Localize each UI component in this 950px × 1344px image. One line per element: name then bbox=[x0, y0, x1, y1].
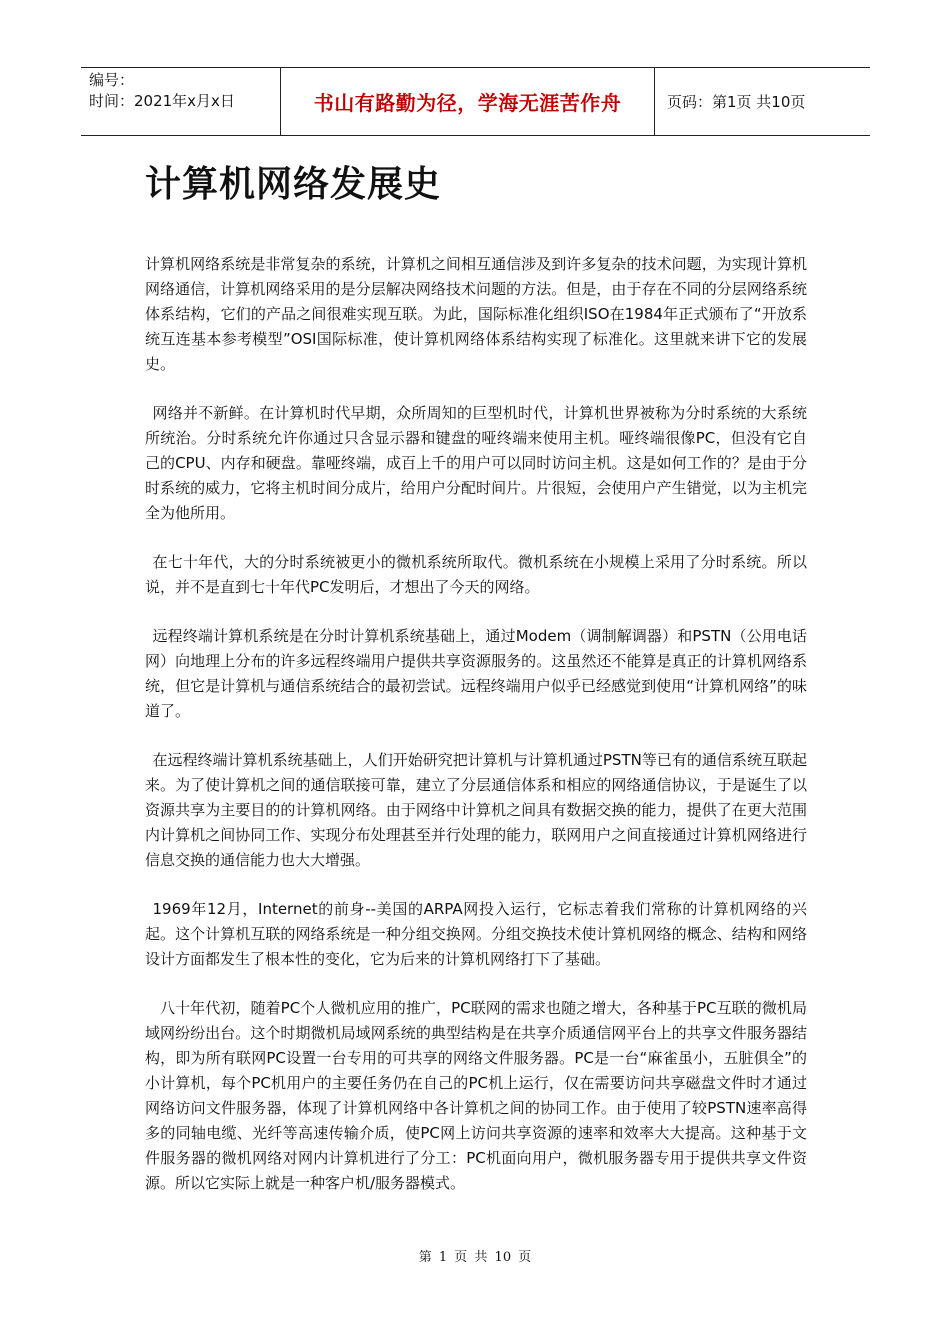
header-motto: 书山有路勤为径，学海无涯苦作舟 bbox=[281, 68, 655, 135]
paragraph: 远程终端计算机系统是在分时计算机系统基础上，通过Modem（调制解调器）和PSTN（公用电话网）向地理上分布的许多远程终端用户提供共享资源服务的。这虽然还不能算是真正的计算机网络系统，但它是计算机与通信系统结合的最初尝试。远程终端用户似乎已经感觉到使用“计算机网络”的味道了。 bbox=[145, 627, 807, 720]
header-page-info: 页码：第1页 共10页 bbox=[667, 93, 806, 111]
document-time: 时间：2021年x月x日 bbox=[89, 92, 235, 110]
paragraph: 1969年12月，Internet的前身--美国的ARPA网投入运行，它标志着我们常称的计算机网络的兴起。这个计算机互联的网络系统是一种分组交换网。分组交换技术使计算机网络的概念、结构和网络设计方面都发生了根本性的变化，它为后来的计算机网络打下了基础。 bbox=[145, 900, 807, 968]
document-body bbox=[145, 252, 807, 1220]
page-header bbox=[81, 67, 870, 136]
document-number-label: 编号： bbox=[89, 71, 135, 89]
paragraph: 八十年代初，随着PC个人微机应用的推广，PC联网的需求也随之增大，各种基于PC互联的微机局域网纷纷出台。这个时期微机局域网系统的典型结构是在共享介质通信网平台上的共享文件服务器结构，即为所有联网PC设置一台专用的可共享的网络文件服务器。PC是一台“麻雀虽小，五脏俱全”的小计算机，每个PC机用户的主要任务仍在自己的PC机上运行，仅在需要访问共享磁盘文件时才通过网络访问文件服务器，体现了计算机网络中各计算机之间的协同工作。由于使用了较PSTN速率高得多的同轴电缆、光纤等高速传输介质，使PC网上访问共享资源的速率和效率大大提高。这种基于文件服务器的微机网络对网内计算机进行了分工：PC机面向用户，微机服务器专用于提供共享文件资源。所以它实际上就是一种客户机/服务器模式。 bbox=[145, 999, 807, 1192]
paragraph: 计算机网络系统是非常复杂的系统，计算机之间相互通信涉及到许多复杂的技术问题，为实现计算机网络通信，计算机网络采用的是分层解决网络技术问题的方法。但是，由于存在不同的分层网络系统体系结构，它们的产品之间很难实现互联。为此，国际标准化组织ISO在1984年正式颁布了“开放系统互连基本参考模型”OSI国际标准，使计算机网络体系结构实现了标准化。这里就来讲下它的发展史。 bbox=[145, 255, 807, 373]
paragraph: 在七十年代，大的分时系统被更小的微机系统所取代。微机系统在小规模上采用了分时系统。所以说，并不是直到七十年代PC发明后，才想出了今天的网络。 bbox=[145, 553, 807, 596]
page-footer: 第 1 页 共 10 页 bbox=[418, 1250, 532, 1265]
header-meta bbox=[81, 68, 281, 135]
document-title: 计算机网络发展史 bbox=[145, 164, 442, 205]
paragraph: 在远程终端计算机系统基础上，人们开始研究把计算机与计算机通过PSTN等已有的通信系统互联起来。为了使计算机之间的通信联接可靠，建立了分层通信体系和相应的网络通信协议，于是诞生了以资源共享为主要目的的计算机网络。由于网络中计算机之间具有数据交换的能力，提供了在更大范围内计算机之间协同工作、实现分布处理甚至并行处理的能力，联网用户之间直接通过计算机网络进行信息交换的通信能力也大大增强。 bbox=[145, 751, 807, 869]
paragraph: 网络并不新鲜。在计算机时代早期，众所周知的巨型机时代，计算机世界被称为分时系统的大系统所统治。分时系统允许你通过只含显示器和键盘的哑终端来使用主机。哑终端很像PC，但没有它自己的CPU、内存和硬盘。靠哑终端，成百上千的用户可以同时访问主机。这是如何工作的？是由于分时系统的威力，它将主机时间分成片，给用户分配时间片。片很短，会使用户产生错觉，以为主机完全为他所用。 bbox=[145, 404, 807, 522]
